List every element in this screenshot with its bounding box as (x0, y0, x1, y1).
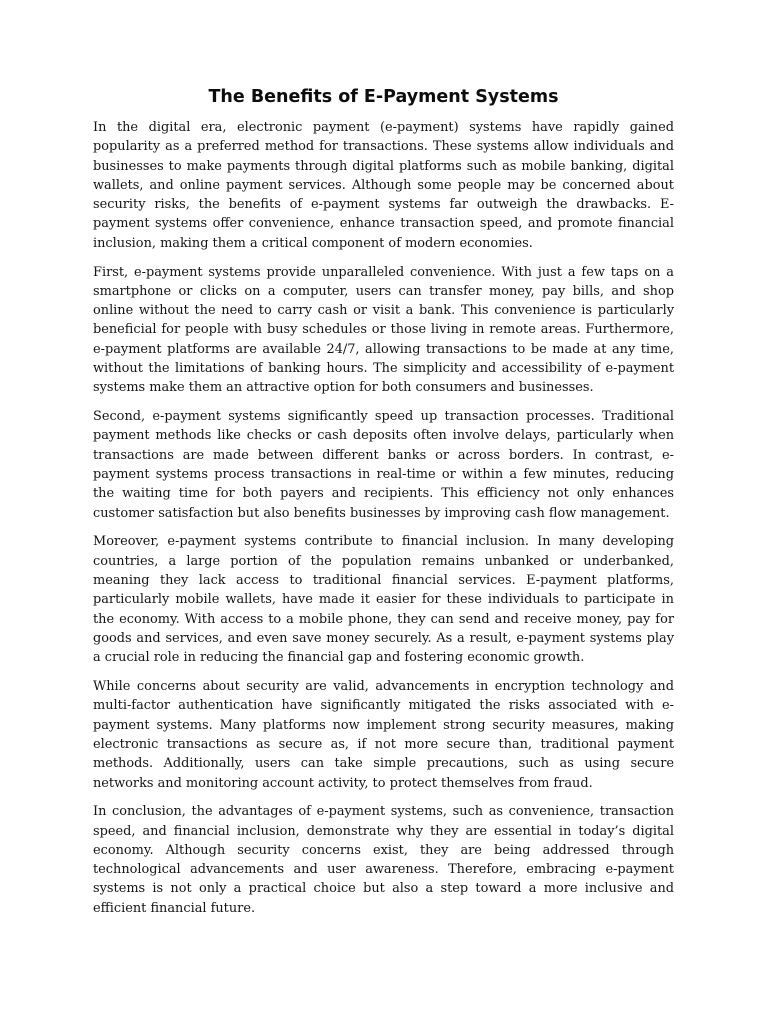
paragraph-introduction: In the digital era, electronic payment (e-payment) systems have rapidly gained popularity as a preferred method for transactions. These systems allow individuals and businesses to make payments through digital platforms such as mobile banking, digital wallets, and online payment services. Although some people may be concerned about security risks, the benefits of e-payment systems far outweigh the drawbacks. E-payment systems offer convenience, enhance transaction speed, and promote financial inclusion, making them a critical component of modern economies. (93, 120, 674, 251)
paragraph-inclusion: Moreover, e-payment systems contribute to financial inclusion. In many developing countries, a large portion of the population remains unbanked or underbanked, meaning they lack access to traditional financial services. E-payment platforms, particularly mobile wallets, have made it easier for these individuals to participate in the economy. With access to a mobile phone, they can send and receive money, pay for goods and services, and even save money securely. As a result, e-payment systems play a crucial role in reducing the financial gap and fostering economic growth. (93, 534, 674, 666)
paragraph-security: While concerns about security are valid, advancements in encryption technology and multi-factor authentication have significantly mitigated the risks associated with e-payment systems. Many platforms now implement strong security measures, making electronic transactions as secure as, if not more secure than, traditional payment methods. Additionally, users can take simple precautions, such as using secure networks and monitoring account activity, to protect themselves from fraud. (93, 679, 674, 791)
paragraph-speed: Second, e-payment systems significantly speed up transaction processes. Traditional payment methods like checks or cash deposits often involve delays, particularly when transactions are made between different banks or across borders. In contrast, e-payment systems process transactions in real-time or within a few minutes, reducing the waiting time for both payers and recipients. This efficiency not only enhances customer satisfaction but also benefits businesses by improving cash flow management. (93, 409, 674, 521)
document-title: The Benefits of E-Payment Systems (208, 87, 559, 107)
paragraph-convenience: First, e-payment systems provide unparalleled convenience. With just a few taps on a smartphone or clicks on a computer, users can transfer money, pay bills, and shop online without the need to carry cash or visit a bank. This convenience is particularly beneficial for people with busy schedules or those living in remote areas. Furthermore, e-payment platforms are available 24/7, allowing transactions to be made at any time, without the limitations of banking hours. The simplicity and accessibility of e-payment systems make them an attractive option for both consumers and businesses. (93, 264, 674, 396)
paragraph-conclusion: In conclusion, the advantages of e-payment systems, such as convenience, transaction speed, and financial inclusion, demonstrate why they are essential in today’s digital economy. Although security concerns exist, they are being addressed through technological advancements and user awareness. Therefore, embracing e-payment systems is not only a practical choice but also a step toward a more inclusive and efficient financial future. (93, 804, 674, 916)
